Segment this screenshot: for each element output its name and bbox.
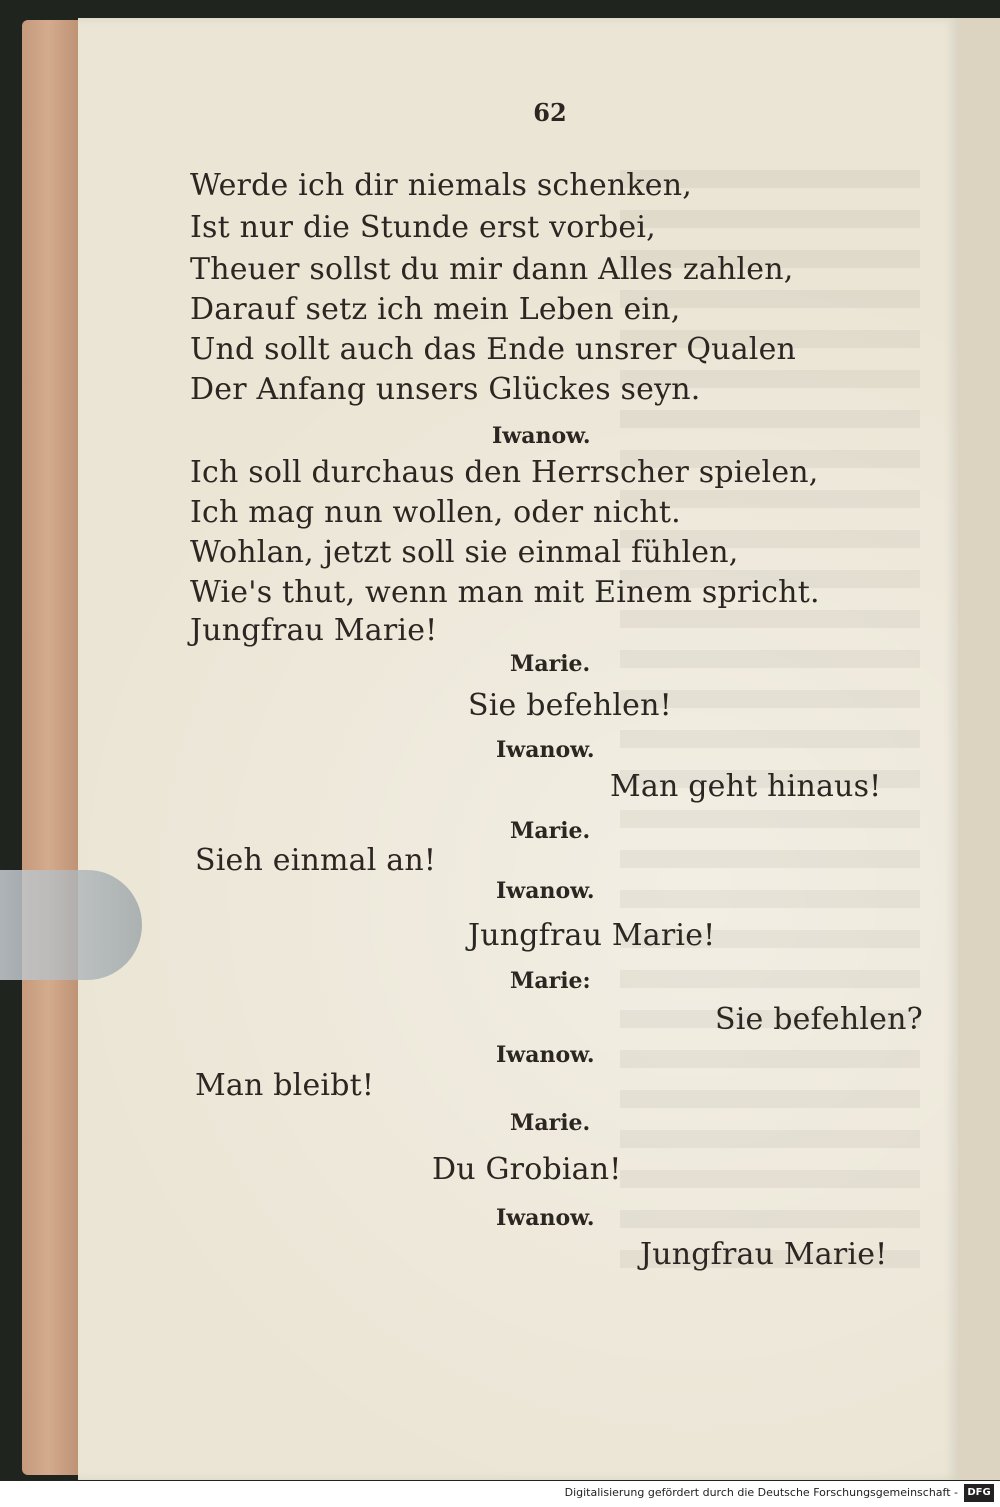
verse-line: Theuer sollst du mir dann Alles zahlen, [190, 252, 794, 287]
speaker-label: Marie. [510, 1110, 591, 1136]
speaker-label: Iwanow. [496, 1042, 595, 1068]
thumb-overlay [0, 870, 142, 980]
verse-line: Ich mag nun wollen, oder nicht. [190, 495, 681, 530]
verse-line: Man geht hinaus! [610, 769, 882, 804]
dfg-logo-icon: DFG [964, 1484, 994, 1502]
verse-line: Man bleibt! [195, 1068, 375, 1103]
verse-line: Sie befehlen? [715, 1002, 923, 1037]
verse-line: Wohlan, jetzt soll sie einmal fühlen, [190, 535, 739, 570]
verse-line: Darauf setz ich mein Leben ein, [190, 292, 681, 327]
page-number: 62 [533, 98, 567, 127]
verse-line: Wie's thut, wenn man mit Einem spricht. [190, 575, 820, 610]
footer-credit: Digitalisierung gefördert durch die Deutsche Forschungsgemeinschaft - [564, 1486, 958, 1499]
speaker-label: Iwanow. [496, 737, 595, 763]
verse-line: Ist nur die Stunde erst vorbei, [190, 210, 656, 245]
verse-line: Du Grobian! [432, 1152, 622, 1187]
verse-line: Der Anfang unsers Glückes seyn. [190, 372, 701, 407]
digitization-footer [0, 1481, 1000, 1507]
speaker-label: Iwanow. [492, 423, 591, 449]
verse-line: Und sollt auch das Ende unsrer Qualen [190, 332, 797, 367]
speaker-label: Marie: [510, 968, 591, 994]
speaker-label: Iwanow. [496, 1205, 595, 1231]
verse-line: Sie befehlen! [468, 688, 672, 723]
speaker-label: Marie. [510, 651, 591, 677]
facing-page-edge [958, 18, 1000, 1480]
verse-line: Jungfrau Marie! [640, 1237, 888, 1272]
speaker-label: Iwanow. [496, 878, 595, 904]
verse-line: Sieh einmal an! [195, 843, 437, 878]
verse-line: Werde ich dir niemals schenken, [190, 168, 693, 203]
verse-line: Ich soll durchaus den Herrscher spielen, [190, 455, 819, 490]
speaker-label: Marie. [510, 818, 591, 844]
verse-line: Jungfrau Marie! [190, 613, 438, 648]
verse-line: Jungfrau Marie! [468, 918, 716, 953]
